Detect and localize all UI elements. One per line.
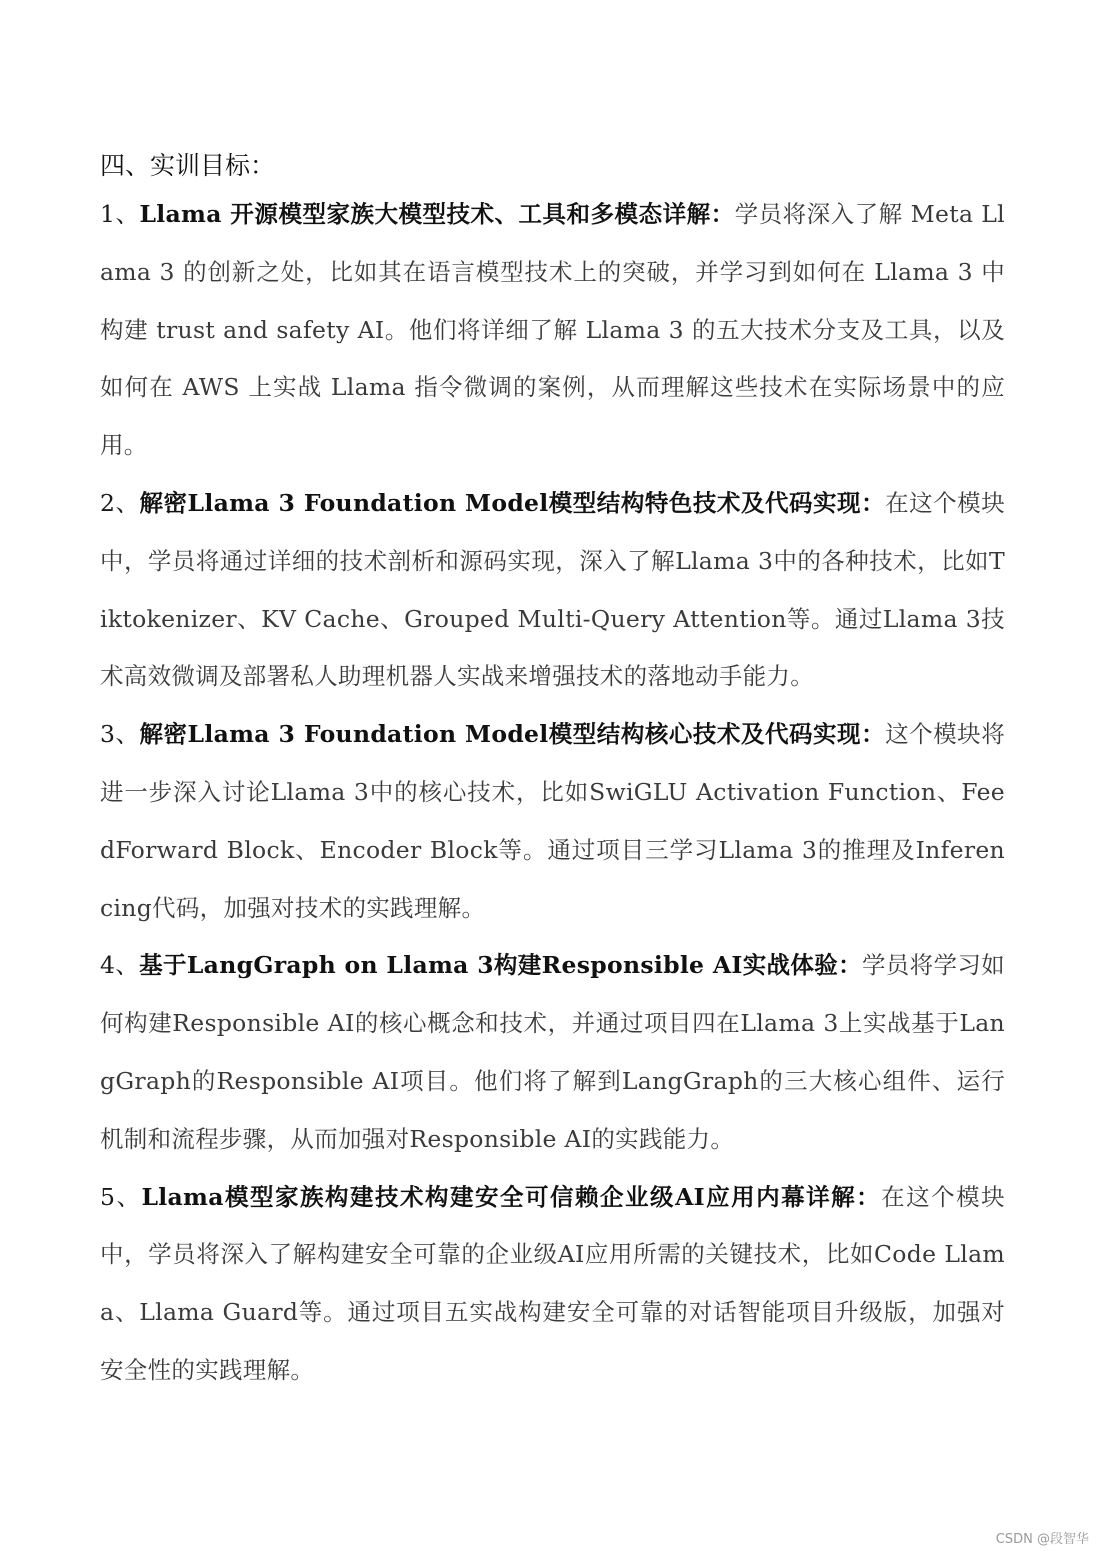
item-number: 5、 xyxy=(100,1182,142,1211)
objective-item-3 xyxy=(100,706,1005,937)
item-heading: 解密Llama 3 Foundation Model模型结构核心技术及代码实现： xyxy=(139,720,886,749)
item-number: 1、 xyxy=(100,200,140,228)
item-number: 2、 xyxy=(100,488,140,517)
item-number: 4、 xyxy=(100,951,140,980)
item-heading: 解密Llama 3 Foundation Model模型结构特色技术及代码实现： xyxy=(139,488,886,517)
item-body: 在这个模块中，学员将深入了解构建安全可靠的企业级AI应用所需的关键技术，比如Code Llama、Llama Guard等。通过项目五实战构建安全可靠的对话智能项目升级版，加强对安全性的实践理解。 xyxy=(100,1182,1005,1384)
item-heading: 基于LangGraph on Llama 3构建Responsible AI实战体验： xyxy=(139,951,862,980)
item-body: 学员将深入了解 Meta Llama 3 的创新之处，比如其在语言模型技术上的突破，并学习到如何在 Llama 3 中构建 trust and safety AI。他们将详细了解 Llama 3 的五大技术分支及工具，以及如何在 AWS 上实战 Llama 指令微调的案例，从而理解这些技术在实际场景中的应用。 xyxy=(100,200,1005,460)
item-body: 在这个模块中，学员将通过详细的技术剖析和源码实现，深入了解Llama 3中的各种技术，比如Tiktokenizer、KV Cache、Grouped Multi-Query Attention等。通过Llama 3技术高效微调及部署私人助理机器人实战来增强技术的落地动手能力。 xyxy=(100,488,1005,691)
item-body: 学员将学习如何构建Responsible AI的核心概念和技术，并通过项目四在Llama 3上实战基于LangGraph的Responsible AI项目。他们将了解到LangGraph的三大核心组件、运行机制和流程步骤，从而加强对Responsible AI的实践能力。 xyxy=(100,951,1005,1153)
item-number: 3、 xyxy=(100,720,140,749)
item-heading: Llama 开源模型家族大模型技术、工具和多模态详解： xyxy=(139,200,735,228)
objective-item-1 xyxy=(100,186,1005,475)
objectives-list xyxy=(100,186,1005,1400)
objective-item-4 xyxy=(100,937,1005,1168)
item-body: 这个模块将进一步深入讨论Llama 3中的核心技术，比如SwiGLU Activation Function、FeedForward Block、Encoder Block等。通过项目三学习Llama 3的推理及Inferencing代码，加强对技术的实践理解。 xyxy=(100,720,1005,922)
section-title: 四、实训目标： xyxy=(100,151,276,180)
objective-item-5 xyxy=(100,1169,1005,1400)
csdn-watermark: CSDN @段智华 xyxy=(995,1532,1089,1547)
objective-item-2 xyxy=(100,475,1005,706)
item-heading: Llama模型家族构建技术构建安全可信赖企业级AI应用内幕详解： xyxy=(141,1182,882,1211)
